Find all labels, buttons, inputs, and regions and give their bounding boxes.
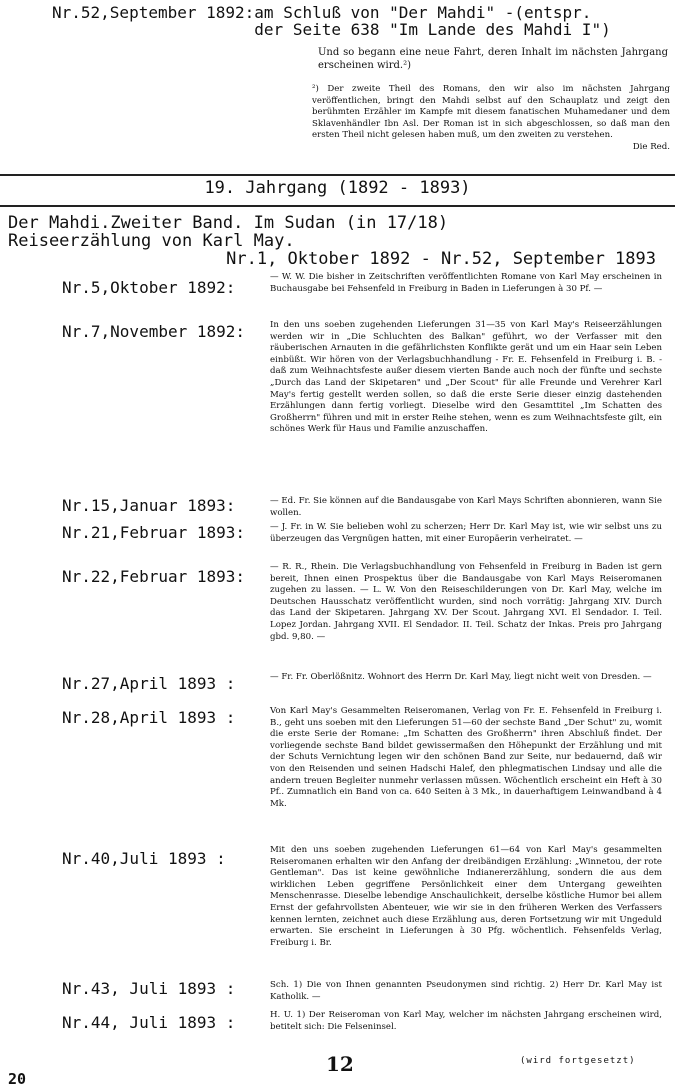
entry-text: — Fr. Fr. Oberlößnitz. Wohnort des Herrn Dr. Karl May, liegt nicht weit von Dresden. —: [270, 672, 652, 682]
entry-text: In den uns soeben zugehenden Lieferungen 31—35 von Karl May's Reiseerzählungen werden wir in „Die Schluchten des Balkan" geführt, wo der Verfasser mit den räuberischen Arnauten in die gefährlichsten Konflikte gerät und um ein Haar sein Leben einbüßt. Wir hören von der Verlagsbuchhandlung - Fr. E. Fehsenfeld in Freiburg i. B. - daß zum Weihnachtsfeste außer diesem vierten Bande auch noch der fünfte und sechste „Durch das Land der Skipetaren" und „Der Scout" für alle Freunde und Verehrer Karl May's fertig gestellt werden sollen, so daß die erste Serie dieser einzig dastehenden Erzählungen dann fertig vorliegt. Dieselbe wird den Gesamttitel „Im Schatten des Großherrn" führen und mit in erster Reihe stehen, wenn es zum Weihnachtsfeste gilt, ein schönes Werk für Haus und Familie anzuschaffen.: [270, 320, 662, 435]
top-entry-line-2: der Seite 638 "Im Lande des Mahdi I"): [52, 20, 611, 39]
folio-number: 12: [326, 1052, 354, 1076]
work-title: [8, 214, 668, 268]
entry-text: H. U. 1) Der Reiseroman von Karl May, welcher im nächsten Jahrgang erscheinen wird, betitelt sich: Die Felseninsel.: [270, 1010, 662, 1032]
top-excerpt: Und so begann eine neue Fahrt, deren Inhalt im nächsten Jahrgang erscheinen wird.²): [318, 47, 668, 71]
entry-text: — W. W. Die bisher in Zeitschriften veröffentlichten Romane von Karl May erscheinen in Buchausgabe bei Fehsenfeld in Freiburg in Baden in Lieferungen à 30 Pf. —: [270, 272, 662, 294]
entry-text: — J. Fr. in W. Sie belieben wohl zu scherzen; Herr Dr. Karl May ist, wie wir selbst uns zu überzeugen das Vergnügen hatten, mit einer Europäerin verheiratet. —: [270, 522, 662, 544]
continued-note: (wird fortgesetzt): [520, 1056, 636, 1066]
entry-label: Nr.15,Januar 1893:: [62, 496, 236, 515]
work-title-line-2: Reiseerzählung von Karl May.: [8, 231, 295, 251]
entry-label: Nr.40,Juli 1893 :: [62, 849, 226, 868]
divider-bottom: [0, 205, 675, 207]
work-title-line-1: Der Mahdi.Zweiter Band. Im Sudan (in 17/18): [8, 213, 449, 233]
entry-text: Mit den uns soeben zugehenden Lieferungen 61—64 von Karl May's gesammelten Reiseromanen erhalten wir den Anfang der dreibändigen Erzählung: „Winnetou, der rote Gentleman". Das ist keine gewöhnliche Indianererzählung, sondern die aus dem wirklichen Leben gegriffene Persönlichkeit einer dem Untergang geweihten Menschenrasse. Dieselbe lebendige Anschaulichkeit, derselbe köstliche Humor bei allem Ernst der gefahrvollsten Abenteuer, wie wir sie in den früheren Werken des Verfassers kennen lernten, zeichnet auch diese Erzählung aus, deren Fortsetzung wir mit Ungeduld erwarten. Sie erscheint in Lieferungen à 30 Pfg. wöchentlich. Fehsenfelds Verlag, Freiburg i. Br.: [270, 845, 662, 948]
entry-text: Sch. 1) Die von Ihnen genannten Pseudonymen sind richtig. 2) Herr Dr. Karl May ist Katholik. —: [270, 980, 662, 1002]
entry-text: — R. R., Rhein. Die Verlagsbuchhandlung von Fehsenfeld in Freiburg in Baden ist gern bereit, Ihnen einen Prospektus über die Bandausgabe von Karl Mays Reiseromanen zugehen zu lassen. — L. W. Von den Reiseschilderungen von Dr. Karl May, welche im Deutschen Hausschatz veröffentlicht wurden, sind noch vorrätig: Jahrgang XIV. Durch das Land der Skipetaren. Jahrgang XV. Der Scout. Jahrgang XVI. El Sendador. I. Teil. Lopez Jordan. Jahrgang XVII. El Sendador. II. Teil. Schatz der Inkas. Preis pro Jahrgang gbd. 9,80. —: [270, 562, 662, 642]
top-footnote-signature: Die Red.: [632, 141, 670, 152]
entry-text: Von Karl May's Gesammelten Reiseromanen, Verlag von Fr. E. Fehsenfeld in Freiburg i. B., geht uns soeben mit den Lieferungen 51—60 der sechste Band „Der Schut" zu, womit die erste Serie der Romane: „Im Schatten des Großherrn" ihren Abschluß findet. Der vorliegende sechste Band bildet gewissermaßen den Höhepunkt der Erzählung und mit der Schuts Vernichtung legen wir den schönen Band zur Seite, nur bedauernd, daß wir von den Reisenden und seinen Hadschi Halef, den phlegmatischen Lindsay und alle die andern treuen Begleiter nunmehr verlassen müssen. Wöchentlich erscheint ein Heft à 30 Pf.. Zumnatlich ein Band von ca. 640 Seiten à 3 Mk., in dauerhaftigem Leinwandband à 4 Mk.: [270, 706, 662, 809]
entry-text: — Ed. Fr. Sie können auf die Bandausgabe von Karl Mays Schriften abonnieren, wann Sie wollen.: [270, 496, 662, 518]
entry-label: Nr.7,November 1892:: [62, 322, 246, 341]
entry-label: Nr.27,April 1893 :: [62, 674, 236, 693]
top-footnote: [312, 84, 670, 154]
top-footnote-text: ²) Der zweite Theil des Romans, den wir also im nächsten Jahrgang veröffentlichen, bringt den Mahdi selbst auf den Schauplatz und zeigt den berühmten Erzähler im Kampfe mit diesem fanatischen Muhamedaner und dem Sklavenhändler Ibn Asl. Der Roman ist in sich abgeschlossen, so daß man den ersten Theil nicht gelesen haben muß, um den zweiten zu verstehen.: [312, 84, 670, 141]
top-entry: [52, 4, 672, 38]
entry-label: Nr.28,April 1893 :: [62, 708, 236, 727]
entry-label: Nr.5,Oktober 1892:: [62, 278, 236, 297]
work-title-range: Nr.1, Oktober 1892 - Nr.52, September 1893: [226, 249, 656, 269]
entry-label: Nr.21,Februar 1893:: [62, 523, 246, 542]
top-entry-line-1: Nr.52,September 1892:am Schluß von "Der Mahdi" -(entspr.: [52, 3, 592, 22]
divider-top: [0, 174, 675, 176]
page-number: 20: [8, 1070, 27, 1088]
entry-label: Nr.44, Juli 1893 :: [62, 1013, 236, 1032]
entry-label: Nr.43, Juli 1893 :: [62, 979, 236, 998]
jahrgang-heading: 19. Jahrgang (1892 - 1893): [204, 178, 471, 198]
entry-label: Nr.22,Februar 1893:: [62, 567, 246, 586]
